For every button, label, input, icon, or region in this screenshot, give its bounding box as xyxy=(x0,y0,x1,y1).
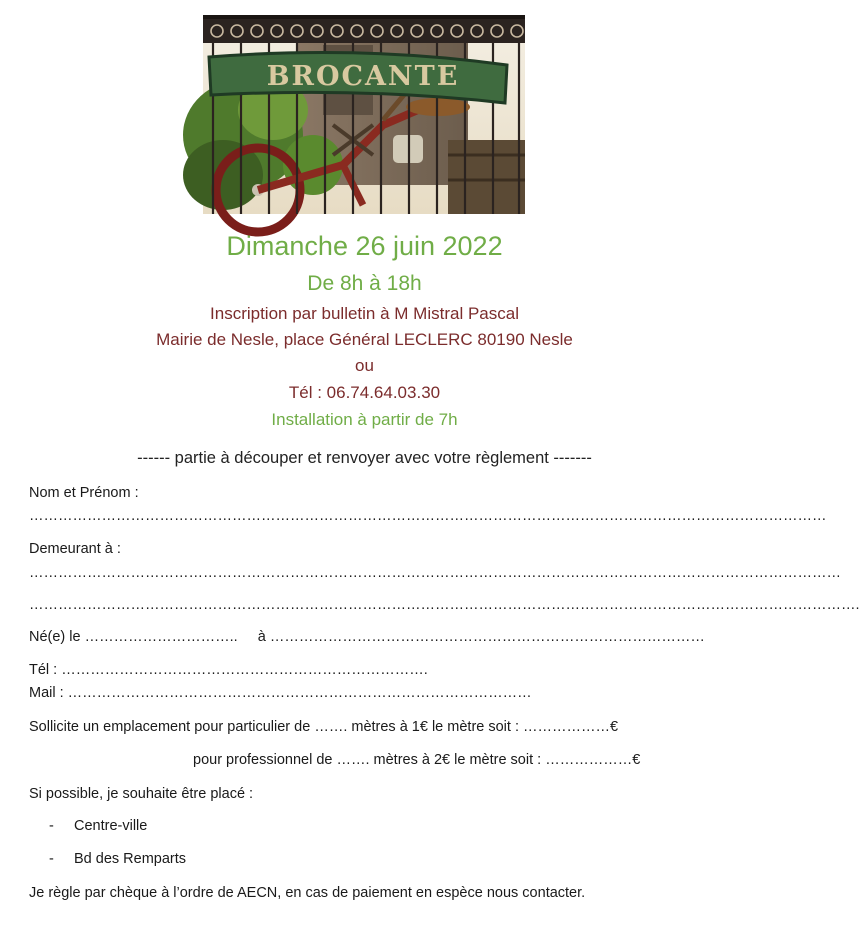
address-label: Demeurant à : xyxy=(29,541,121,557)
address-field-1[interactable]: …………………………………………………………………………………………………………………………………………………… xyxy=(29,565,841,581)
tel-field[interactable]: Tél : …………………………………………………………………. xyxy=(29,662,428,678)
installation-line: Installation à partir de 7h xyxy=(271,410,458,429)
placement-label: Si possible, je souhaite être placé : xyxy=(29,786,254,802)
option-label: Centre-ville xyxy=(74,818,148,834)
mail-field[interactable]: Mail : …………………………………………………………………………………… xyxy=(29,685,532,701)
event-date: Dimanche 26 juin 2022 xyxy=(226,231,503,261)
cut-line: ------ partie à découper et renvoyer avec votre règlement ------- xyxy=(137,449,592,467)
name-label: Nom et Prénom : xyxy=(29,485,139,501)
address-line: Mairie de Nesle, place Général LECLERC 80190 Nesle xyxy=(156,330,573,349)
option-label: Bd des Remparts xyxy=(74,851,187,867)
brocante-photo xyxy=(203,15,525,214)
payment-note: Je règle par chèque à l’ordre de AECN, en cas de paiement en espèce nous contacter. xyxy=(29,885,586,901)
brocante-illustration xyxy=(203,15,525,214)
professionnel-line[interactable]: pour professionnel de ……. mètres à 2€ le mètre soit : ………………€ xyxy=(193,752,641,768)
option-bd-remparts[interactable] xyxy=(49,850,186,868)
particulier-line[interactable]: Sollicite un emplacement pour particulier de ……. mètres à 1€ le mètre soit : ………………€ xyxy=(29,719,619,735)
event-hours: De 8h à 18h xyxy=(307,272,422,295)
option-centre-ville[interactable] xyxy=(49,817,147,835)
phone-line: Tél : 06.74.64.03.30 xyxy=(288,383,441,402)
name-field[interactable]: ………………………………………………………………………………………………………………………………………………… xyxy=(29,508,827,524)
list-dash: - xyxy=(49,818,54,834)
sign-text: BROCANTE xyxy=(266,61,460,92)
birth-field[interactable]: Né(e) le ………………………….. à ……………………………………………………………………………… xyxy=(29,629,705,645)
inscription-line: Inscription par bulletin à M Mistral Pascal xyxy=(210,304,519,323)
list-dash: - xyxy=(49,851,54,867)
or-line: ou xyxy=(355,356,374,375)
address-field-2[interactable]: ………………………………………………………………………………………………………………………………………………………. xyxy=(29,597,860,613)
